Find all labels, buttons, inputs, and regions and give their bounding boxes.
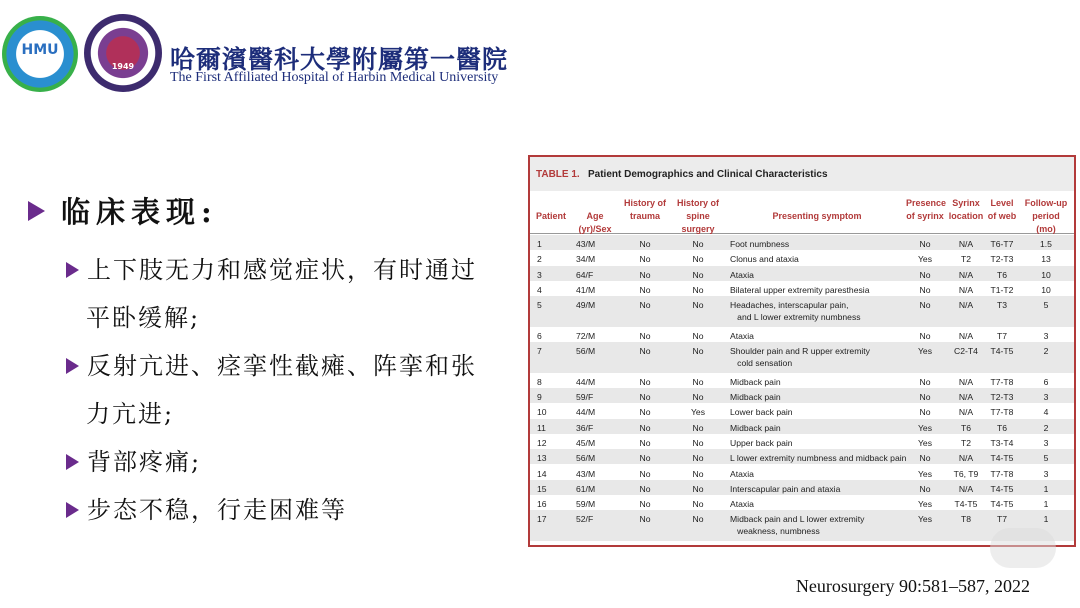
table-cell: N/A xyxy=(958,284,974,295)
table-cell: T2 xyxy=(960,437,972,448)
table-cell: T6-T7 xyxy=(990,239,1014,249)
table-cell: No xyxy=(639,300,651,311)
table-cell: T8 xyxy=(960,514,972,525)
table-cell: N/A xyxy=(958,300,974,311)
table-cell: 3 xyxy=(1043,437,1049,448)
bullet-item xyxy=(66,246,506,294)
table-cell: 44/M xyxy=(576,376,596,387)
slide-header xyxy=(0,0,1080,110)
table-cell: No xyxy=(639,392,651,402)
table-cell: No xyxy=(919,284,931,295)
hospital-name-chinese: 哈爾濱醫科大學附屬第一醫院 xyxy=(170,45,509,74)
section-title-row xyxy=(28,190,218,231)
table-cell: No xyxy=(919,269,931,280)
table-cell: Midback pain xyxy=(730,392,781,402)
table-cell: 13 xyxy=(1041,254,1051,265)
table-cell: T3 xyxy=(996,300,1008,311)
table-cell: Foot numbness xyxy=(730,239,790,249)
table-cell: 1 xyxy=(1043,514,1049,525)
bullet-item xyxy=(66,486,506,534)
table-cell: T7-T8 xyxy=(990,407,1014,418)
table-cell: No xyxy=(692,437,704,448)
table-cell: No xyxy=(692,330,704,341)
table-row xyxy=(530,434,1074,449)
bullet-text: 上下肢无力和感觉症状，有时通过 xyxy=(87,256,477,284)
table-cell: T4-T5 xyxy=(990,453,1014,464)
table-cell: N/A xyxy=(958,269,974,280)
watermark xyxy=(990,528,1056,568)
table-cell: No xyxy=(639,330,651,341)
table-cell: No xyxy=(639,499,651,510)
table-cell: No xyxy=(692,514,704,525)
table-cell: 44/M xyxy=(576,407,596,418)
table-cell: No xyxy=(692,239,704,249)
table-cell: Upper back pain xyxy=(730,437,793,448)
table-cell: 2 xyxy=(1043,346,1049,357)
table-cell: No xyxy=(692,269,704,280)
table-cell: 6 xyxy=(1043,376,1049,387)
table-cell: No xyxy=(639,407,651,418)
table-cell: No xyxy=(919,392,931,402)
table-cell: Headaches, interscapular pain, and L lower extremity numbness xyxy=(730,300,861,323)
bullet-text: 平卧缓解; xyxy=(86,304,201,332)
table-cell: 17 xyxy=(537,514,547,525)
table-cell: 43/M xyxy=(576,468,596,479)
table-cell: No xyxy=(919,239,931,249)
table-cell: No xyxy=(692,300,704,311)
table-cell: 59/M xyxy=(576,499,596,510)
table-cell: No xyxy=(692,499,704,510)
table-cell: No xyxy=(639,346,651,357)
hmu-logo xyxy=(2,16,78,92)
table-cell: No xyxy=(639,254,651,265)
table-cell: 41/M xyxy=(576,284,596,295)
table-cell: 4 xyxy=(1043,407,1049,418)
table-row xyxy=(530,480,1074,495)
table-cell: 10 xyxy=(1041,284,1051,295)
table-cell: T3-T4 xyxy=(990,437,1014,448)
table-cell: T7-T8 xyxy=(990,468,1014,479)
table-cell: No xyxy=(692,376,704,387)
table-cell: 9 xyxy=(537,392,542,402)
table-title-bar xyxy=(530,157,1074,191)
table-cell: No xyxy=(692,422,704,433)
table-row xyxy=(530,465,1074,480)
table-cell: T6 xyxy=(960,422,972,433)
table-cell: No xyxy=(639,483,651,494)
table-cell: 52/F xyxy=(576,514,594,525)
table-cell: No xyxy=(639,284,651,295)
table-cell: 49/M xyxy=(576,300,596,311)
table-cell: 56/M xyxy=(576,346,596,357)
table-cell: 15 xyxy=(537,483,547,494)
table-cell: T4-T5 xyxy=(990,483,1014,494)
table-cell: No xyxy=(639,239,651,249)
triangle-bullet-icon xyxy=(66,502,79,518)
table-row xyxy=(530,296,1074,327)
table-cell: T7 xyxy=(996,514,1008,525)
table-cell: No xyxy=(919,300,931,311)
table-cell: Bilateral upper extremity paresthesia xyxy=(730,284,870,295)
table-cell: 5 xyxy=(537,300,542,311)
table-cell: 61/M xyxy=(576,483,596,494)
table-cell: Lower back pain xyxy=(730,407,793,418)
table-row xyxy=(530,327,1074,342)
table-cell: Ataxia xyxy=(730,269,754,280)
table-row xyxy=(530,403,1074,418)
table-cell: No xyxy=(692,254,704,265)
bullet-text: 背部疼痛; xyxy=(87,448,202,476)
table-cell: Yes xyxy=(690,407,706,418)
table-cell: 14 xyxy=(537,468,547,479)
table-cell: 13 xyxy=(537,453,547,464)
table-cell: No xyxy=(639,453,651,464)
table-row xyxy=(530,250,1074,265)
table-cell: No xyxy=(919,376,931,387)
table-cell: T7-T8 xyxy=(990,376,1014,387)
table-column-header: Syrinx location xyxy=(948,198,984,221)
table-cell: 1 xyxy=(1043,499,1049,510)
table-cell: Yes xyxy=(917,499,933,510)
table-cell: 12 xyxy=(537,437,547,448)
triangle-bullet-icon xyxy=(66,358,79,374)
table-cell: No xyxy=(692,468,704,479)
bullet-item xyxy=(66,438,506,486)
table-cell: Yes xyxy=(917,346,933,357)
table-column-header: Patient xyxy=(535,211,566,221)
bullet-item xyxy=(66,390,506,438)
table-cell: 2 xyxy=(1043,422,1049,433)
table-cell: 7 xyxy=(537,346,542,357)
table-cell: No xyxy=(692,284,704,295)
table-cell: T4-T5 xyxy=(990,499,1014,510)
bullet-item xyxy=(66,294,506,342)
table-cell: No xyxy=(639,468,651,479)
table-cell: 1 xyxy=(537,239,542,249)
table-cell: No xyxy=(919,453,931,464)
table-label: TABLE 1. xyxy=(536,169,580,180)
table-cell: 5 xyxy=(1043,300,1049,311)
table-cell: No xyxy=(919,483,931,494)
bullet-item xyxy=(66,342,506,390)
table-cell: Ataxia xyxy=(730,468,754,479)
table-cell: Midback pain xyxy=(730,422,781,433)
table-cell: T6 xyxy=(996,422,1008,433)
table-cell: N/A xyxy=(958,239,974,249)
table-cell: N/A xyxy=(958,453,974,464)
table-cell: Ataxia xyxy=(730,330,754,341)
bullet-text: 反射亢进、痉挛性截瘫、阵挛和张 xyxy=(87,352,477,380)
table-cell: 3 xyxy=(1043,330,1049,341)
triangle-bullet-icon xyxy=(66,262,79,278)
table-cell: 36/F xyxy=(576,422,594,433)
table-cell: T6 xyxy=(996,269,1008,280)
table-cell: T1-T2 xyxy=(990,284,1014,295)
table-cell: 4 xyxy=(537,284,542,295)
table-cell: 3 xyxy=(1043,468,1049,479)
table-cell: 1 xyxy=(1043,483,1049,494)
table-column-header: Age (yr)/Sex xyxy=(578,211,612,234)
table-cell: No xyxy=(639,376,651,387)
table-cell: N/A xyxy=(958,330,974,341)
table-cell: 3 xyxy=(537,269,542,280)
section-title: 临床表现: xyxy=(61,195,218,229)
table-row xyxy=(530,419,1074,434)
table-cell: Midback pain xyxy=(730,376,781,387)
patient-table-figure xyxy=(528,155,1076,547)
table-row xyxy=(530,342,1074,373)
table-cell: No xyxy=(639,437,651,448)
citation: Neurosurgery 90:581–587, 2022 xyxy=(795,576,1030,596)
table-cell: 1.5 xyxy=(1040,239,1052,249)
table-column-header: Follow-up period (mo) xyxy=(1024,198,1068,234)
hospital-seal-logo xyxy=(84,14,162,92)
table-column-header: Presence of syrinx xyxy=(906,198,947,221)
hospital-name-english: The First Affiliated Hospital of Harbin Medical University xyxy=(170,70,499,85)
table-cell: No xyxy=(919,407,931,418)
table-cell: N/A xyxy=(958,407,974,418)
table-column-header: History of trauma xyxy=(623,198,666,221)
table-cell: No xyxy=(692,392,704,402)
table-row xyxy=(530,449,1074,464)
table-cell: No xyxy=(692,483,704,494)
table-cell: T6, T9 xyxy=(953,468,979,479)
table-caption: Patient Demographics and Clinical Characteristics xyxy=(588,169,828,180)
table-row xyxy=(530,495,1074,510)
table-cell: No xyxy=(919,330,931,341)
table-cell: N/A xyxy=(958,483,974,494)
table-cell: Yes xyxy=(917,514,933,525)
table-cell: 8 xyxy=(537,376,542,387)
hmu-logo-text: HMU xyxy=(21,42,59,58)
table-cell: T4-T5 xyxy=(954,499,978,510)
table-cell: 45/M xyxy=(576,437,596,448)
table-cell: 56/M xyxy=(576,453,596,464)
table-cell: T7 xyxy=(996,330,1008,341)
table-cell: Ataxia xyxy=(730,499,754,510)
table-cell: 43/M xyxy=(576,239,596,249)
table-cell: 72/M xyxy=(576,330,596,341)
table-cell: No xyxy=(639,422,651,433)
table-cell: No xyxy=(692,346,704,357)
table-cell: Shoulder pain and R upper extremity cold sensation xyxy=(730,346,870,369)
table-cell: 5 xyxy=(1043,453,1049,464)
table-cell: 11 xyxy=(537,422,546,433)
table-cell: 34/M xyxy=(576,254,596,265)
table-cell: Yes xyxy=(917,254,933,265)
table-cell: T4-T5 xyxy=(990,346,1014,357)
table-cell: Yes xyxy=(917,422,933,433)
table-cell: 64/F xyxy=(576,269,594,280)
table-cell: 59/F xyxy=(576,392,594,402)
table-row xyxy=(530,266,1074,281)
table-cell: T2 xyxy=(960,254,972,265)
symptom-bullet-list xyxy=(66,246,506,534)
table-cell: 10 xyxy=(1041,269,1051,280)
table-row xyxy=(530,235,1074,250)
table-column-header: Presenting symptom xyxy=(772,211,862,221)
table-cell: No xyxy=(639,514,651,525)
table-cell: L lower extremity numbness and midback pain xyxy=(730,453,907,464)
triangle-bullet-icon xyxy=(66,454,79,470)
table-column-header: Level of web xyxy=(987,198,1017,221)
table-row xyxy=(530,281,1074,296)
table-row xyxy=(530,373,1074,388)
table-cell: 10 xyxy=(537,407,547,418)
bullet-text: 步态不稳，行走困难等 xyxy=(87,496,347,524)
table-cell: Yes xyxy=(917,468,933,479)
table-cell: N/A xyxy=(958,392,974,402)
table-cell: T2-T3 xyxy=(990,392,1014,402)
table-cell: No xyxy=(692,453,704,464)
table-cell: N/A xyxy=(958,376,974,387)
table-cell: Yes xyxy=(917,437,933,448)
hospital-seal-year: 1949 xyxy=(111,62,135,71)
table-cell: Interscapular pain and ataxia xyxy=(730,483,841,494)
table-cell: 16 xyxy=(537,499,547,510)
table-cell: Clonus and ataxia xyxy=(730,254,799,265)
table-cell: T2-T3 xyxy=(990,254,1014,265)
table-cell: No xyxy=(639,269,651,280)
table-cell: C2-T4 xyxy=(954,346,978,357)
table-cell: 3 xyxy=(1043,392,1049,402)
table-row xyxy=(530,388,1074,403)
table-cell: Midback pain and L lower extremity weakness, numbness xyxy=(730,514,865,537)
table-cell: 2 xyxy=(537,254,542,265)
table-cell: 6 xyxy=(537,330,542,341)
table-column-header: History of spine surgery xyxy=(676,198,719,234)
triangle-bullet-icon xyxy=(28,201,45,221)
bullet-text: 力亢进; xyxy=(86,400,175,428)
